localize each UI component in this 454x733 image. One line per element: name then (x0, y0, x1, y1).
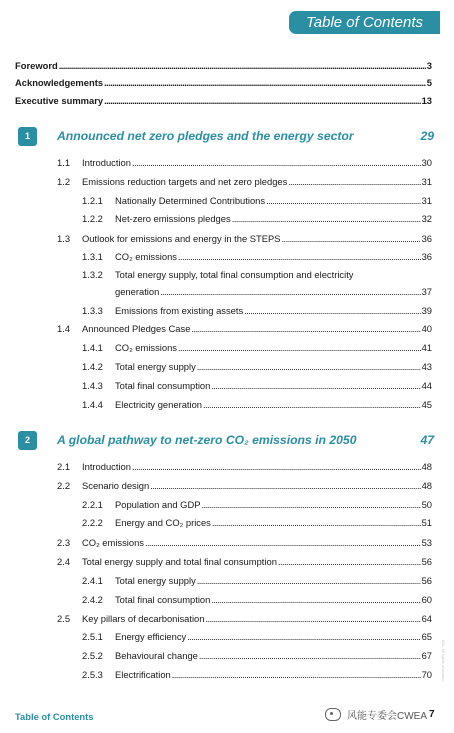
chapter-page: 29 (420, 129, 434, 143)
toc-entry[interactable] (82, 399, 432, 411)
toc-entry-label: Announced Pledges Case (82, 323, 191, 334)
toc-entry-number: 2.4.2 (82, 594, 103, 605)
toc-entry-page: 36 (421, 233, 432, 244)
toc-entry-wrapped[interactable] (82, 269, 354, 281)
toc-entry-page: 43 (421, 361, 432, 372)
chapter-number-badge: 2 (18, 431, 37, 450)
toc-entry-number: 1.4.3 (82, 380, 103, 391)
toc-entry-label-continued: generation (115, 286, 160, 297)
footer-section-label: Table of Contents (15, 711, 94, 722)
toc-entry-page: 39 (421, 305, 432, 316)
toc-entry[interactable] (57, 157, 432, 169)
dot-leader (104, 95, 420, 107)
toc-entry-page: 31 (421, 176, 432, 187)
toc-entry[interactable] (82, 594, 432, 606)
toc-entry-label: Total energy supply (115, 361, 196, 372)
toc-entry[interactable] (82, 213, 432, 225)
toc-entry-page: 40 (421, 323, 432, 334)
toc-entry-page: 36 (421, 251, 432, 262)
chapter-title: Announced net zero pledges and the energy sector (57, 129, 354, 143)
toc-entry-page: 37 (421, 286, 432, 297)
dot-leader (150, 480, 420, 492)
toc-entry-label: CO₂ emissions (115, 342, 177, 353)
toc-entry-number: 1.4 (57, 323, 71, 334)
toc-entry-label: Nationally Determined Contributions (115, 195, 266, 206)
toc-entry-number: 2.5.3 (82, 669, 103, 680)
toc-entry-page: 51 (421, 517, 432, 528)
toc-entry-number: 1.3.1 (82, 251, 103, 262)
dot-leader (104, 77, 426, 89)
toc-entry-label: Electricity generation (115, 399, 203, 410)
toc-entry-label: Foreword (15, 60, 58, 71)
watermark-text: 风能专委会CWEA (347, 711, 427, 722)
toc-entry-page: 5 (426, 77, 432, 88)
toc-entry-acknowledgements[interactable] (15, 77, 432, 89)
page-number: 7 (429, 709, 435, 720)
dot-leader (201, 499, 420, 511)
toc-entry-number: 1.4.2 (82, 361, 103, 372)
toc-entry-number: 1.2.1 (82, 195, 103, 206)
dot-leader (244, 305, 420, 317)
toc-entry[interactable] (57, 176, 432, 188)
dot-leader (232, 213, 421, 225)
toc-entry-label: Net-zero emissions pledges (115, 213, 231, 224)
toc-entry-label: Introduction (82, 461, 131, 472)
toc-entry-page: 44 (421, 380, 432, 391)
toc-entry-label: CO₂ emissions (115, 251, 177, 262)
toc-entry-page: 70 (421, 669, 432, 680)
toc-entry-number: 2.4.1 (82, 575, 103, 586)
dot-leader (197, 575, 421, 587)
toc-entry-page: 30 (421, 157, 432, 168)
dot-leader (282, 233, 421, 245)
toc-entry-number: 1.3 (57, 233, 71, 244)
toc-entry-page: 67 (421, 650, 432, 661)
toc-entry-label: Behavioural change (115, 650, 198, 661)
dot-leader (278, 556, 421, 568)
chapter-2-heading[interactable] (18, 431, 434, 449)
toc-entry-continuation[interactable] (115, 286, 432, 298)
toc-entry[interactable] (57, 537, 432, 549)
dot-leader (266, 195, 420, 207)
toc-entry-label: CO₂ emissions (82, 537, 144, 548)
toc-entry-label: Total energy supply and total final consumption (82, 556, 277, 567)
dot-leader (197, 361, 421, 373)
toc-entry-label: Scenario design (82, 480, 150, 491)
toc-entry-page: 56 (421, 556, 432, 567)
toc-entry-page: 60 (421, 594, 432, 605)
toc-entry[interactable] (82, 650, 432, 662)
toc-entry-label: Energy efficiency (115, 631, 187, 642)
dot-leader (59, 60, 426, 72)
dot-leader (203, 399, 421, 411)
dot-leader (178, 251, 421, 263)
toc-entry-page: 31 (421, 195, 432, 206)
toc-entry-number: 1.4.4 (82, 399, 103, 410)
toc-entry[interactable] (82, 195, 432, 207)
dot-leader (191, 323, 420, 335)
toc-entry-page: 45 (421, 399, 432, 410)
watermark (325, 707, 435, 722)
toc-entry-number: 2.5.2 (82, 650, 103, 661)
toc-entry-label: Introduction (82, 157, 131, 168)
toc-entry[interactable] (57, 233, 432, 245)
toc-entry[interactable] (57, 480, 432, 492)
toc-entry[interactable] (57, 556, 432, 568)
dot-leader (172, 669, 421, 681)
toc-entry[interactable] (82, 517, 432, 529)
toc-entry-label: Executive summary (15, 95, 104, 106)
chapter-number-badge: 1 (18, 127, 37, 146)
dot-leader (199, 650, 421, 662)
toc-entry-label: Total final consumption (115, 594, 211, 605)
toc-entry[interactable] (82, 669, 432, 681)
dot-leader (145, 537, 421, 549)
toc-entry[interactable] (57, 461, 432, 473)
toc-entry-number: 2.5 (57, 613, 71, 624)
dot-leader (132, 157, 421, 169)
toc-entry-page: 32 (421, 213, 432, 224)
toc-entry-page: 50 (421, 499, 432, 510)
header-tab: Table of Contents (289, 11, 440, 34)
dot-leader (178, 342, 421, 354)
wechat-icon (325, 708, 341, 721)
toc-entry[interactable] (82, 631, 432, 643)
toc-entry-label: Acknowledgements (15, 77, 104, 88)
toc-entry[interactable] (82, 499, 432, 511)
toc-entry-page: 13 (421, 95, 432, 106)
toc-entry-page: 41 (421, 342, 432, 353)
toc-entry-label: Total final consumption (115, 380, 211, 391)
toc-entry[interactable] (57, 613, 432, 625)
dot-leader (187, 631, 420, 643)
copyright-credit: IEA. All rights reserved. (441, 640, 446, 682)
toc-entry[interactable] (82, 575, 432, 587)
toc-entry-number: 1.3.3 (82, 305, 103, 316)
toc-entry[interactable] (82, 342, 432, 354)
toc-entry[interactable] (82, 380, 432, 392)
toc-entry-number: 1.1 (57, 157, 71, 168)
dot-leader (211, 380, 420, 392)
dot-leader (160, 286, 420, 298)
toc-entry-label: Total energy supply, total final consumption and electricity (115, 269, 354, 280)
chapter-page: 47 (420, 433, 434, 447)
chapter-1-heading[interactable] (18, 127, 434, 145)
toc-entry-number: 1.3.2 (82, 269, 103, 280)
dot-leader (288, 176, 420, 188)
toc-entry-label: Population and GDP (115, 499, 201, 510)
toc-entry-page: 64 (421, 613, 432, 624)
toc-entry[interactable] (82, 251, 432, 263)
toc-entry-page: 65 (421, 631, 432, 642)
toc-entry-number: 2.5.1 (82, 631, 103, 642)
toc-entry-page: 53 (421, 537, 432, 548)
toc-entry-number: 2.2.2 (82, 517, 103, 528)
toc-entry-number: 1.2 (57, 176, 71, 187)
toc-entry-number: 1.4.1 (82, 342, 103, 353)
dot-leader (212, 517, 421, 529)
toc-entry-foreword[interactable] (15, 60, 432, 72)
toc-entry-page: 48 (421, 480, 432, 491)
dot-leader (132, 461, 421, 473)
toc-entry-label: Outlook for emissions and energy in the STEPS (82, 233, 281, 244)
toc-entry-page: 48 (421, 461, 432, 472)
toc-entry-number: 2.3 (57, 537, 71, 548)
toc-entry-label: Key pillars of decarbonisation (82, 613, 205, 624)
toc-entry-label: Total energy supply (115, 575, 196, 586)
toc-entry[interactable] (82, 361, 432, 373)
toc-entry-number: 1.2.2 (82, 213, 103, 224)
chapter-title: A global pathway to net-zero CO₂ emissions in 2050 (57, 433, 357, 447)
toc-entry-executive-summary[interactable] (15, 95, 432, 107)
toc-entry-number: 2.2.1 (82, 499, 103, 510)
dot-leader (211, 594, 420, 606)
toc-entry-label: Electrification (115, 669, 171, 680)
toc-entry-page: 56 (421, 575, 432, 586)
toc-entry-number: 2.2 (57, 480, 71, 491)
toc-entry-label: Energy and CO₂ prices (115, 517, 211, 528)
dot-leader (205, 613, 420, 625)
toc-entry-page: 3 (426, 60, 432, 71)
toc-entry-label: Emissions reduction targets and net zero pledges (82, 176, 288, 187)
toc-entry[interactable] (82, 305, 432, 317)
toc-entry[interactable] (57, 323, 432, 335)
toc-entry-number: 2.1 (57, 461, 71, 472)
toc-entry-number: 2.4 (57, 556, 71, 567)
toc-entry-label: Emissions from existing assets (115, 305, 244, 316)
